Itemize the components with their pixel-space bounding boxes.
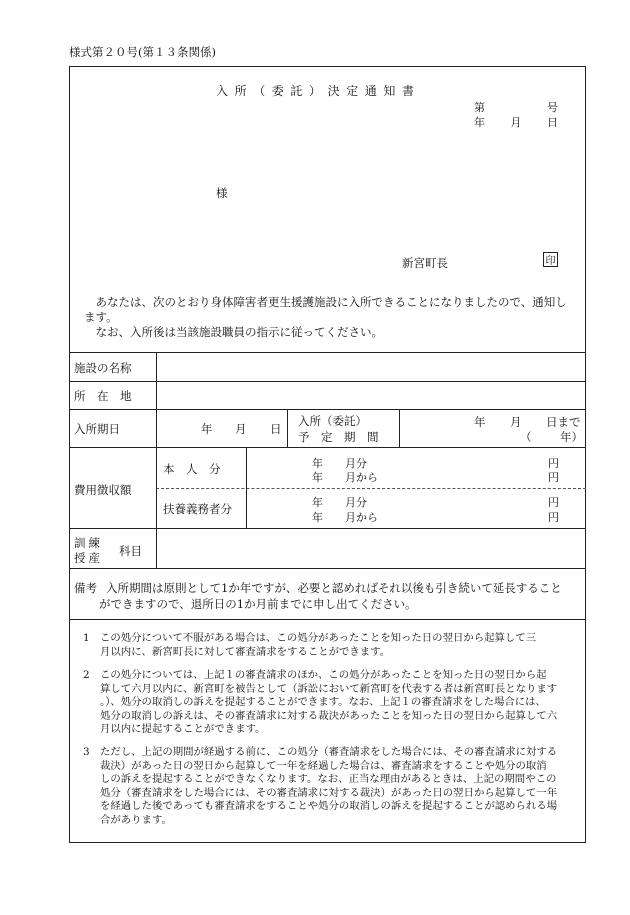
notice-line: 月以内に提起することができます。	[100, 723, 266, 735]
document-number-label: 第	[474, 101, 485, 114]
notice-number: 3	[83, 746, 90, 758]
remarks-line-1: 入所期間は原則として1か年ですが、必要と認めればそれ以後も引き続いて延長すること	[106, 581, 562, 595]
row-divider-4	[69, 528, 586, 529]
support-from-year: 年	[312, 511, 323, 524]
form-number: 様式第２０号(第１３条関係)	[69, 45, 216, 59]
notification-body	[84, 295, 574, 340]
notice-line: 算して六月以内に、新宮町を被告として（訴訟において新宮町を代表する者は新宮町長となります	[100, 682, 558, 695]
seal-mark: 印	[543, 252, 558, 267]
notice-line: を経過した後であっても審査請求をすることや処分の取消しの訴えを提起することが認められる場	[100, 800, 558, 812]
notice-line: 裁決）があった日の翌日から起算して一年を経過した場合は、審査請求をすることや処分の取消	[100, 759, 547, 772]
admission-date-label: 入所期日	[74, 422, 120, 436]
row-divider-2	[69, 409, 586, 410]
admission-month: 月	[235, 422, 247, 436]
period-end-until: 日まで	[546, 415, 581, 429]
self-monthly-label: 月分	[345, 457, 367, 470]
cost-dash-divider	[156, 488, 586, 489]
support-monthly-year: 年	[312, 496, 323, 509]
document-number-suffix: 号	[547, 101, 558, 114]
issuer-name: 新宮町長	[402, 256, 448, 270]
issue-date-row	[474, 115, 558, 130]
training-label: 訓練	[74, 536, 103, 550]
addressee-suffix: 様	[216, 186, 228, 200]
notice-line: 合があります。	[100, 813, 172, 826]
column-divider-cost	[246, 447, 247, 528]
facility-name-label: 施設の名称	[74, 361, 132, 375]
support-from-yen: 円	[548, 511, 559, 524]
location-label: 所 在 地	[74, 389, 132, 403]
cost-collection-label: 費用徴収額	[74, 483, 132, 497]
production-label: 授産	[74, 551, 103, 565]
issue-date-day: 日	[547, 116, 558, 129]
body-paragraph-2: なお、入所後は当該施設職員の指示に従ってください。	[95, 325, 383, 339]
self-monthly-year: 年	[312, 457, 323, 470]
self-share-label: 本 人 分	[163, 462, 221, 476]
self-from-yen: 円	[548, 471, 559, 484]
period-years-open: （	[520, 430, 532, 444]
table-top-border	[69, 352, 586, 353]
notice-item-1	[83, 632, 570, 659]
document-number-row	[474, 100, 558, 115]
subject-label: 科目	[119, 544, 142, 558]
notice-line: ただし、上記の期間が経過する前に、この処分（審査請求をした場合には、その審査請求に対する	[100, 746, 558, 758]
self-from-label: 月から	[345, 471, 378, 484]
notice-number: 1	[83, 632, 90, 644]
support-from-label: 月から	[345, 511, 378, 524]
notice-line: この処分について不服がある場合は、この処分があったことを知った日の翌日から起算して三	[100, 632, 537, 644]
notice-number: 2	[83, 669, 90, 681]
body-paragraph-1: あなたは、次のとおり身体障害者更生援護施設に入所できることになりましたので、通知します。	[84, 295, 567, 324]
admission-day: 日	[270, 422, 282, 436]
support-monthly-label: 月分	[345, 496, 367, 509]
document-number-date	[474, 100, 558, 130]
column-divider-period-left	[287, 409, 288, 447]
notice-item-2	[83, 669, 570, 737]
column-divider-label	[156, 352, 157, 568]
admission-year: 年	[201, 422, 213, 436]
planned-period-label-1: 入所（委託）	[298, 414, 367, 428]
planned-period-label-2: 予 定 期 間	[298, 430, 379, 444]
column-divider-period-right	[399, 409, 400, 447]
issue-date-month: 月	[510, 116, 522, 129]
support-monthly-yen: 円	[548, 496, 559, 509]
period-end-month: 月	[510, 415, 522, 429]
notice-line: 処分の取消しの訴えは、その審査請求に対する裁決があったことを知った日の翌日から起算して六	[100, 709, 558, 722]
support-share-label: 扶養義務者分	[163, 502, 232, 516]
row-divider-5	[69, 568, 586, 569]
period-end-year: 年	[474, 415, 486, 429]
period-years-close: 年）	[560, 430, 583, 444]
remarks-line-2: ができますので、退所日の1か月前までに申し出てください。	[99, 597, 417, 611]
self-from-year: 年	[312, 471, 323, 484]
row-divider-6	[69, 619, 586, 620]
remarks-label: 備考	[74, 581, 97, 595]
row-divider-3	[69, 447, 586, 448]
notice-item-3	[83, 746, 570, 827]
notice-line: しの訴えを提起することができなくなります。なお、正当な理由があるときは、上記の期間やこの	[100, 773, 557, 785]
self-monthly-yen: 円	[548, 457, 559, 470]
notice-line: この処分については、上記１の審査請求のほか、この処分があったことを知った日の翌日から起	[100, 669, 547, 681]
document-title: 入所（委託）決定通知書	[216, 84, 421, 98]
issue-date-year: 年	[474, 116, 485, 129]
notice-line: 処分（審査請求をした場合には、その審査請求に対する裁決）があった日の翌日から起算して一年	[100, 786, 558, 799]
notice-line: 。）、処分の取消しの訴えを提起することができます。なお、上記１の審査請求をした場合には、	[100, 696, 546, 708]
row-divider-1	[69, 381, 586, 382]
notice-line: 月以内に、新宮町長に対して審査請求をすることができます。	[100, 645, 391, 658]
